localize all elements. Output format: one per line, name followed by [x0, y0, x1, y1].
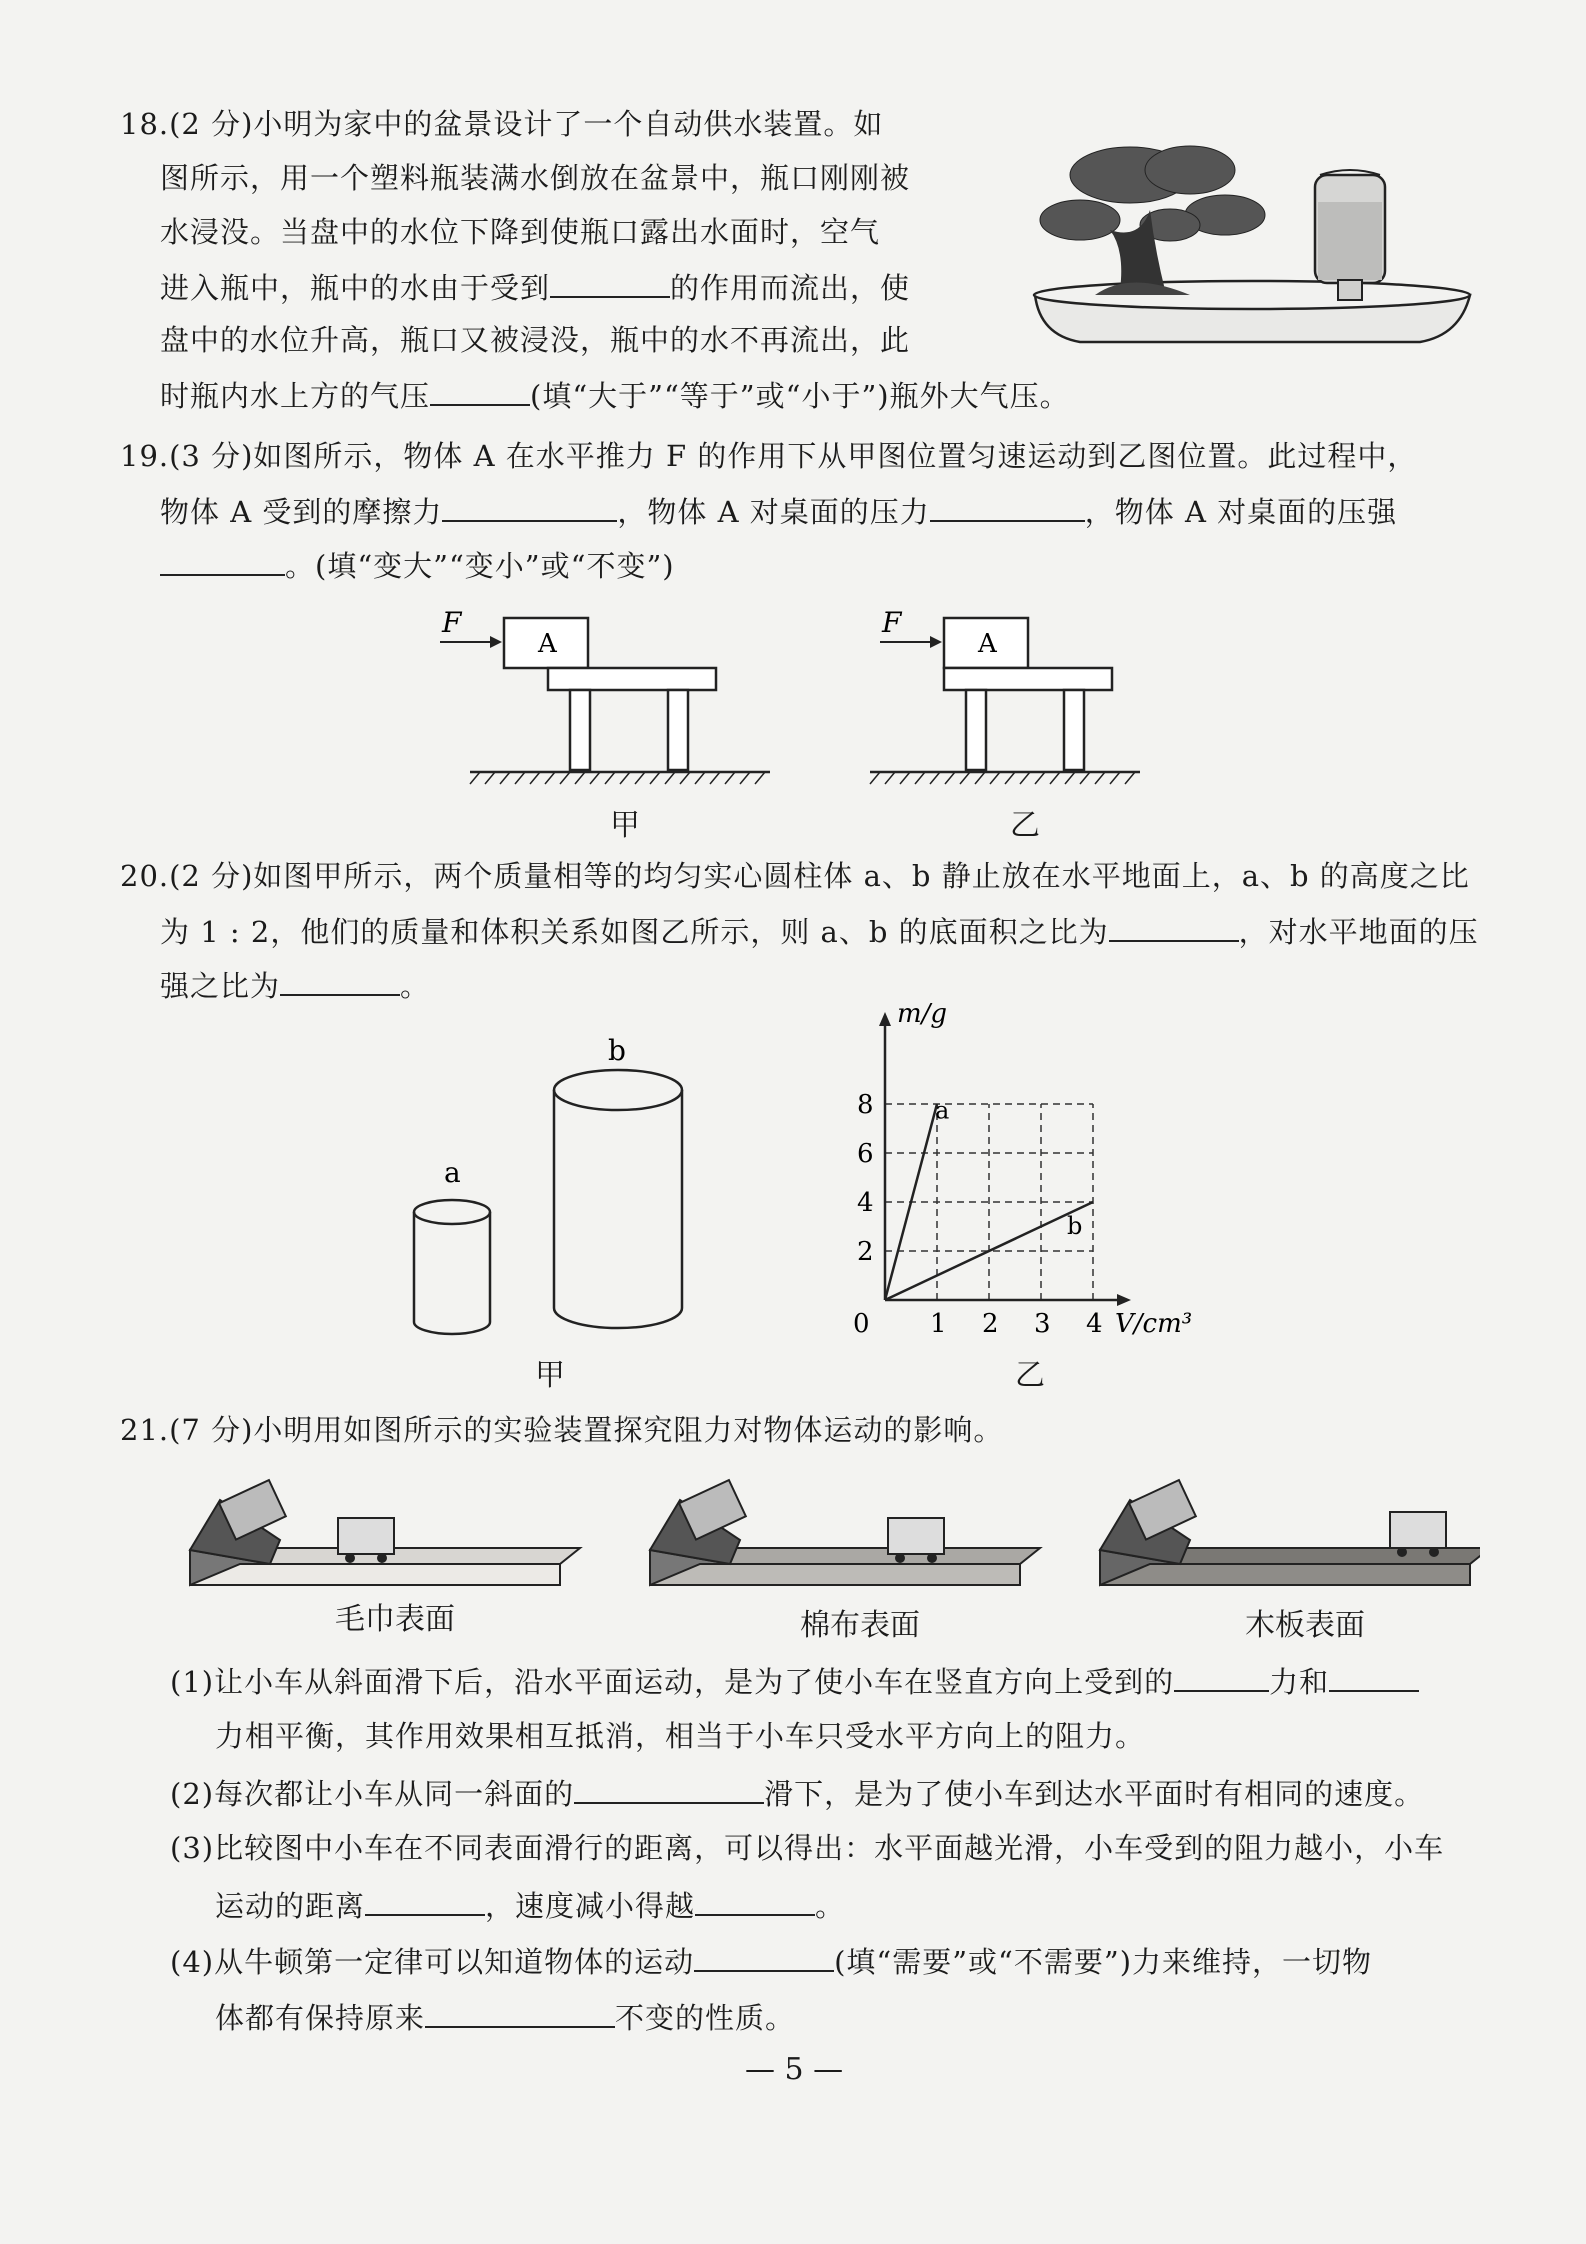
q19-figure-jia [430, 600, 790, 800]
cylinder-b [554, 1070, 682, 1328]
series-line-a [885, 1104, 937, 1300]
q21-part-4-text-d: 不变的性质。 [615, 2001, 796, 2035]
q21-part-1-text-a: (1)让小车从斜面滑下后，沿水平面运动，是为了使小车在竖直方向上受到的 [170, 1665, 1175, 1699]
q19-force-label-jia: F [442, 606, 462, 639]
x-tick-label: 2 [982, 1309, 999, 1339]
ramp-cotton [650, 1480, 1040, 1585]
q21-part-3-line-2 [215, 1884, 845, 1926]
q18-line-2: 图所示，用一个塑料瓶装满水倒放在盆景中，瓶口刚刚被 [160, 161, 911, 195]
series-label-a: a [935, 1096, 950, 1125]
q18-blank-1[interactable] [550, 266, 670, 298]
q21-blank-6[interactable] [694, 1940, 834, 1972]
q21-blank-7[interactable] [425, 1996, 615, 2028]
q19-line-2 [160, 490, 1397, 532]
q20-line-2-part-a: 为 1 : 2，他们的质量和体积关系如图乙所示，则 a、b 的底面积之比为 [160, 915, 1109, 949]
q21-blank-5[interactable] [695, 1884, 815, 1916]
q20-line-1: 20.(2 分)如图甲所示，两个质量相等的均匀实心圆柱体 a、b 静止放在水平地面上，a、b 的高度之比 [120, 859, 1470, 893]
q21-blank-3[interactable] [574, 1772, 764, 1804]
y-tick-label: 4 [857, 1188, 874, 1218]
ramp-wood [1100, 1480, 1480, 1585]
q18-blank-2[interactable] [430, 374, 530, 406]
x-axis-arrow [1117, 1294, 1131, 1306]
q20-line-2 [160, 910, 1479, 952]
q21-part-4-text-a: (4)从牛顿第一定律可以知道物体的运动 [170, 1945, 695, 1979]
q20-line-2-part-b: ，对水平地面的压 [1238, 915, 1479, 949]
q21-part-2 [170, 1772, 1424, 1814]
q19-figure-yi [860, 600, 1160, 800]
q21-part-3-text-b: 运动的距离 [215, 1889, 366, 1923]
q20-line-3 [160, 964, 430, 1006]
q19-blank-3[interactable] [160, 544, 285, 576]
q19-line-1: 19.(3 分)如图所示，物体 A 在水平推力 F 的作用下从甲图位置匀速运动到乙图位置。此过程中， [120, 439, 1418, 473]
y-tick-label: 8 [857, 1090, 874, 1120]
q21-part-2-text-a: (2)每次都让小车从同一斜面的 [170, 1777, 575, 1811]
q20-caption-jia: 甲 [535, 1358, 565, 1393]
q20-line-3-part-b: 。 [400, 969, 431, 1003]
bonsai-figure [1020, 130, 1480, 360]
q18-line-4-text: 进入瓶中，瓶中的水由于受到 [160, 271, 551, 305]
x-tick-label: 4 [1086, 1309, 1103, 1339]
mass-volume-chart [840, 1000, 1210, 1350]
q19-block-label-yi: A [978, 629, 997, 659]
q19-line-2-part-a: 物体 A 受到的摩擦力 [160, 495, 443, 529]
surface-label-cotton: 棉布表面 [800, 1608, 920, 1643]
q21-blank-1[interactable] [1174, 1660, 1269, 1692]
q18-line-4 [160, 266, 910, 308]
q21-part-2-text-b: 滑下，是为了使小车到达水平面时有相同的速度。 [764, 1777, 1425, 1811]
y-axis-label: m/g [897, 1000, 948, 1029]
q19-line-2-part-b: ，物体 A 对桌面的压力 [617, 495, 930, 529]
q18-line-6 [160, 374, 1070, 416]
series-label-b: b [1067, 1211, 1083, 1240]
q19-line-2-part-c: ，物体 A 对桌面的压强 [1084, 495, 1398, 529]
cylinder-a-label: a [444, 1156, 461, 1189]
q20-cylinders [400, 1030, 720, 1370]
q21-title: 21.(7 分)小明用如图所示的实验装置探究阻力对物体运动的影响。 [120, 1413, 1004, 1447]
q18-line-3: 水浸没。当盘中的水位下降到使瓶口露出水面时，空气 [160, 215, 881, 249]
surface-label-towel: 毛巾表面 [335, 1602, 455, 1637]
q20-caption-yi: 乙 [1015, 1358, 1045, 1393]
q19-caption-yi: 乙 [1010, 808, 1040, 843]
q21-part-1-line-1 [170, 1660, 1419, 1702]
q21-blank-2[interactable] [1329, 1660, 1419, 1692]
q21-part-4-line-1 [170, 1940, 1372, 1982]
q20-line-3-part-a: 强之比为 [160, 969, 281, 1003]
page-number: — 5 — [745, 2052, 844, 2087]
x-axis-label: V/cm³ [1115, 1309, 1193, 1339]
q18-line-1: 18.(2 分)小明为家中的盆景设计了一个自动供水装置。如 [120, 107, 884, 141]
q18-line-6-tail: (填“大于”“等于”或“小于”)瓶外大气压。 [530, 379, 1070, 413]
q21-blank-4[interactable] [365, 1884, 485, 1916]
q19-force-label-yi: F [882, 606, 902, 639]
q21-part-4-line-2 [215, 1996, 795, 2038]
q18-line-5: 盘中的水位升高，瓶口又被浸没，瓶中的水不再流出，此 [160, 323, 911, 357]
q19-blank-1[interactable] [442, 490, 617, 522]
q21-ramps-figure [180, 1460, 1480, 1600]
q21-part-1-line-2: 力相平衡，其作用效果相互抵消，相当于小车只受水平方向上的阻力。 [215, 1719, 1146, 1753]
x-tick-label: 1 [930, 1309, 947, 1339]
ramp-towel [190, 1480, 580, 1585]
q21-part-3-text-c: ，速度减小得越 [485, 1889, 696, 1923]
q19-block-label-jia: A [538, 629, 557, 659]
q18-line-6-text: 时瓶内水上方的气压 [160, 379, 431, 413]
q19-blank-2[interactable] [930, 490, 1085, 522]
y-tick-label: 2 [857, 1237, 874, 1267]
q21-part-3-text-d: 。 [815, 1889, 846, 1923]
cylinder-b-label: b [608, 1034, 626, 1067]
y-axis-arrow [879, 1012, 891, 1026]
origin-label: 0 [853, 1309, 870, 1339]
q21-part-3-line-1: (3)比较图中小车在不同表面滑行的距离，可以得出：水平面越光滑，小车受到的阻力越小，小车 [170, 1831, 1445, 1865]
cylinder-a [414, 1200, 490, 1334]
surface-label-wood: 木板表面 [1245, 1608, 1365, 1643]
q19-caption-jia: 甲 [610, 808, 640, 843]
q20-blank-1[interactable] [1109, 910, 1239, 942]
q18-line-4-tail: 的作用而流出，使 [670, 271, 911, 305]
x-tick-label: 3 [1034, 1309, 1051, 1339]
q19-line-3-text: 。(填“变大”“变小”或“不变”) [285, 549, 675, 583]
q21-part-4-text-b: (填“需要”或“不需要”)力来维持，一切物 [834, 1945, 1373, 1979]
q21-part-1-text-b: 力和 [1269, 1665, 1330, 1699]
q19-line-3 [160, 544, 675, 586]
q21-part-4-text-c: 体都有保持原来 [215, 2001, 426, 2035]
y-tick-label: 6 [857, 1139, 874, 1169]
q20-blank-2[interactable] [280, 964, 400, 996]
